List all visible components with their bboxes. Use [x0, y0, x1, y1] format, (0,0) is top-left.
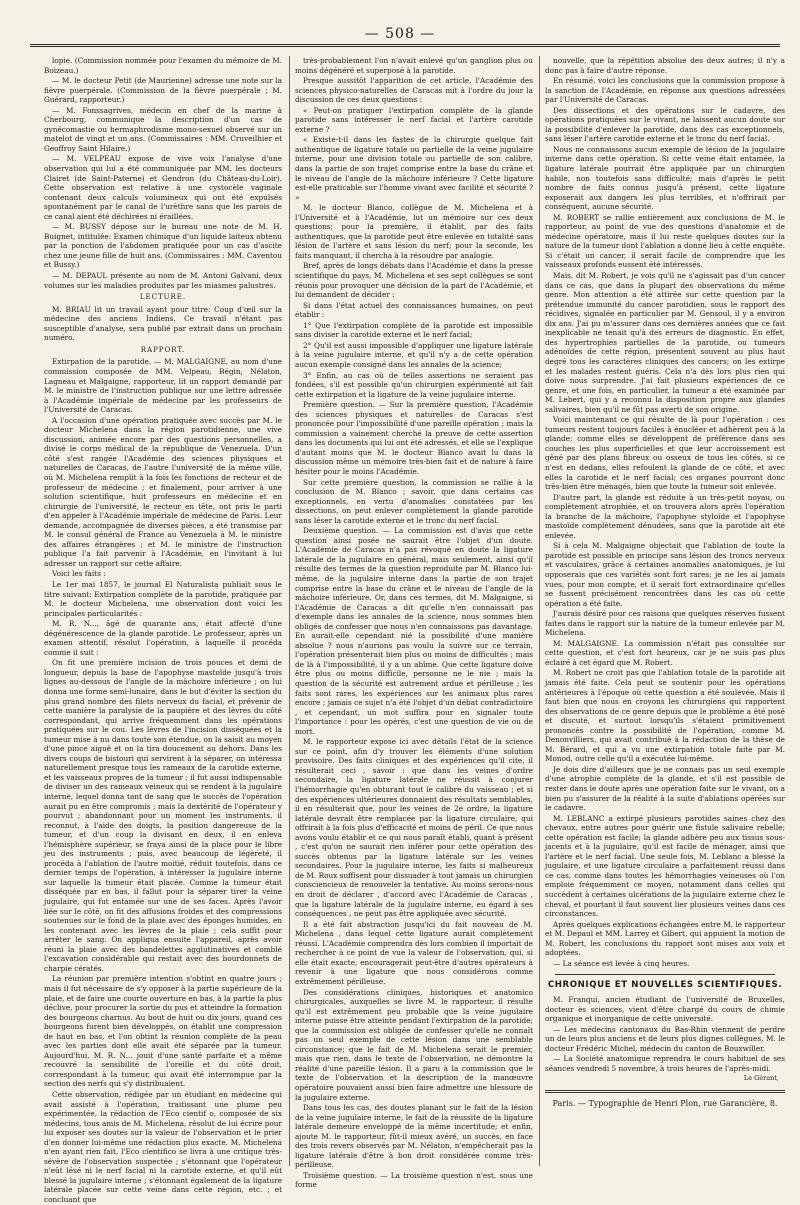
paragraph: Extirpation de la parotide. — M. MALGAIGNE, au nom d'une commission composée de MM. Velpeau, Bégin, Nélaton, Lagneau et Malgaigne, rapporteur, lit un rapport demandé par M. le ministre de l'instruction publique sur une lettre adressée à l'Académie impériale de médecine par les professeurs de l'Université de Caracas. — [44, 357, 282, 415]
paragraph: M. le rapporteur expose ici avec détails l'état de la science sur ce point, afin d'y trouver les éléments d'une solution provisoire. Des faits cliniques et des expériences qu'il cite, il résulterait ceci , savoir : que dans les veines d'ordre secondaire, la ligature latérale ne réussit à conjurer l'hémorrhagie qu'en obturant tout le calibre du vaisseau ; et si des expériences ultérieures donnaient des résultats semblables, il en résulterait que, pour les veines de 2e ordre, la ligature latérale devrait être remplacée par la ligature circulaire, qui offrirait à la fois plus d'efficacité et moins de péril. Ce que nous avons voulu établir et ce qui nous paraît établi, quant à présent , c'est qu'on ne saurait rien inférer pour cette opération des succès obtenus par la ligature latérale sur les veines secondaires. Pour la jugulaire interne, les faits si malheureux de M. Roux suffisent pour dissuader à tout jamais un chirurgien consciencieux de renouveler la tentative. Au moins serons-nous en droit de déclarer , d'accord avec l'Académie de Caracas , que la ligature latérale de la jugulaire interne, eu égard à ses conséquences , ne peut pas être appliquée avec sécurité. — [295, 737, 533, 919]
paragraph: Mais, dit M. Robert, je vois qu'il ne s'agissait pas d'un cancer dans ce cas, que dans la plupart des observations du même genre. Mon attention a été attirée sur cette question par la prétendue immunité du cancer parotidien, sous le rapport des récidives, signalée en particulier par M. Gensoul, il y a environ dix ans. J'ai pu m'assurer dans ces dernières années que ce fait inexplicable ne tenait qu'à des erreurs de diagnostic. En effet, des hypertrophies partielles de la parotide, ou tumeurs adénoïdes de cette région, présentent souvent au plus haut degré tous les caractères cliniques des cancers; on les extirpe et les malades restent guéris. Cela n'a dès lors plus rien qui doive nous surprendre. J'ai fait plusieurs expériences de ce genre, et une fois, en particulier, la tumeur a été examinée par M. Lebert, qui y a reconnu la disposition propre aux glandes salivaires, bien qu'il ne fût pas averti de son origine. — [545, 271, 785, 414]
paragraph: — M. VELPEAU expose de vive voix l'analyse d'une observation qui lui a été communiquée par MM. les docteurs Clairet (de Saint-Paterne) et Gendron (du Château-du-Loir). Cette observation est relative à une cystocèle vaginale contenant deux calculs volumineux qui ont été expulsés spontanément par le canal de l'urèthre sans que les parois de ce canal aient été déchirées ni éraillées. — [44, 154, 282, 221]
printer-imprint: Paris. — Typographie de Henri Plon, rue Garancière, 8. — [552, 1098, 778, 1108]
paragraph: En résumé, voici les conclusions que la commission propose à la sanction de l'Académie, en réponse aux questions adressées par l'Université de Caracas. — [545, 76, 785, 105]
paragraph: La réunion par première intention s'obtint en quatre jours ; mais il fut nécessaire de s'y opposer à la partie supérieure de la plaie, et de faire une courte ouverture en bas, à la partie la plus déclive, pour procurer la sortie du pus et atteindre la formation des bourgeons charnus. Au bout de huit ou dix jours, quand ces bourgeons furent bien développés, on établit une compression de haut en bas, et l'on obtint la réunion complète de la peau avec les parties dont elle avait été séparée par la tumeur. Aujourd'hui, M. R. N... jouit d'une santé parfaite et a même recouvré la sensibilité de l'oreille et du côté droit, correspondant à la tumeur, qui avait été interrompue par la section des nerfs qui s'y distribuaient. — [44, 974, 282, 1089]
paragraph: On fit une première incision de trois pouces et demi de longueur, depuis la base de l'apophyse mastoïde jusqu'à trois lignes au-dessous de l'angle de la mâchoire inférieure ; on lui donna une forme semi-lunaire, dans le but d'éviter la section du plus grand nombre des filets nerveux du facial, et prévenir de cette manière la paralysie de la paupière et des lèvres du côté correspondant, qui arrive fréquemment dans les opérations pratiquées sur le cou. Les lèvres de l'incision disséquées et la tumeur mise à nu dans toute son étendue, on la saisit au moyen d'une pince aiguë et on la tira doucement au dehors. Dans les divers coups de bistouri qui servirent à la séparer, on intéressa naturellement presque tous les rameaux de la carotide externe, et les vaisseaux propres de la tumeur ; il fut aussi indispensable de diviser un des rameaux veineux qui se rendent à la jugulaire interne, lequel donna tant de sang que le succès de l'opération aurait pu en être compromis ; mais la dextérité de l'opérateur y pourvut ; abandonnant pour un moment les instruments, il reconnut, à l'aide des doigts, la position dangereuse de la tumeur, et d'un coup la divisant en deux, il en enleva l'hémisphère supérieur, se fraya ainsi de la place pour le libre jeu des instruments ; puis, avec beaucoup de légèreté, il procéda à l'ablation de l'autre moitié, réduit toutefois, dans ce dernier temps de l'opération, à intéresser la jugulaire interne sur laquelle la tumeur était placée. Comme la tumeur était disséquée par en bas, il fallut pour la séparer tirer la veine jugulaire, qui fut entamée sur une de ses faces. Après l'avoir liée sur le côté, on fit des affusions froides et des compressions soutenues sur le fond de la plaie avec des éponges humides, en les contenant avec les lèvres de la plaie ; cela suffit pour arrêter le sang. On appliqua ensuite l'appareil, après avoir réuni la plaie avec des bandelettes agglutinatives et comblé l'excavation considérable qui restait avec des bourdonnets de charpie cératés. — [44, 658, 282, 973]
paragraph: — La Société anatomique reprendra le cours habituel de ses séances vendredi 5 novembre, à trois heures de l'après-midi. — [545, 1054, 785, 1073]
section-heading-lecture: LECTURE. — [139, 293, 187, 302]
paragraph: Dans tous les cas, des doutes planant sur le fait de la lésion de la veine jugulaire interne, le fait de la réussite de la ligature latérale demeure enveloppé de la même incertitude; et enfin, ajoute M. le rapporteur, fût-il mieux avéré, un succès, en face des trois revers observés par M. Nélaton, n'empêcherait pas la ligature latérale d'être à bon droit considérée comme très-périlleuse. — [295, 1103, 533, 1170]
paragraph: — M. Fonssagrives, médecin en chef de la marine à Cherbourg, communique la description d'un cas de gynécomastie ou hermaphrodisme mono-sexuel observé sur un matelot de vingt et un ans. (Commissaires : MM. Cruveilhier et Geoffroy Saint Hilaire.) — [44, 105, 282, 153]
section-separator — [555, 974, 775, 975]
paragraph: M. ROBERT se rallie entièrement aux conclusions de M. le rapporteur, au point de vue des questions d'anatomie et de médecine opératoire, mais il lui reste quelques doutes sur la nature de la tumeur dont l'ablation a donné lieu à cette enquête. Si c'était un cancer, il serait facile de comprendre que les vaisseaux profonds eussent été intéressés. — [545, 212, 785, 270]
paragraph: Première question. — Sur la première question, l'Académie des sciences physiques et naturelles de Caracas s'est prononcée pour l'impossibilité d'une pareille opération ; mais la commission a vainement cherché la preuve de cette assertion dans les documents qui lui ont été adressés, et elle se l'explique d'autant moins que M. le docteur Blanco avait lu dans la discussion même un mémoire très-bien fait et de nature à faire hésiter pour le moins l'Académie. — [295, 400, 533, 476]
paragraph: Voici les faits : — [52, 569, 106, 579]
paragraph: M. Franqui, ancien étudiant de l'université de Bruxelles, docteur ès sciences, vient d'être chargé du cours de chimie organique et inorganique de cette université. — [545, 994, 785, 1024]
paragraph: Après quelques explications échangées entre M. le rapporteur et M. Depaul et MM. Larrey et Gibert, qui appuient la motion de M. Robert, les conclusions du rapport sont mises aux voix et adoptées. — [545, 919, 785, 958]
paragraph: M. BRIAU lit un travail ayant pour titre: Coup d'œil sur la médecine des anciens Indiens. Ce travail n'étant pas susceptible d'analyse, sera publié par extrait dans un prochain numéro. — [44, 304, 282, 343]
paragraph: J'aurais désiré pour ces raisons que quelques réserves fussent faites dans le rapport sur la nature de la tumeur enlevée par M. Michelena. — [545, 609, 785, 638]
paragraph: Des dissections et des opérations sur le cadavre, des opérations pratiquées sur le vivant, ne laissent aucun doute sur la possibilité d'enlever la parotide, dans des cas exceptionnels, sans léser l'artère carotide externe et le tronc du nerf facial. — [545, 105, 785, 144]
column-divider — [539, 56, 540, 1166]
paragraph: Si à cela M. Malgaigne objectait que l'ablation de toute la parotide est possible en principe sans lésion des troncs nerveux et vasculaires, grâce à certaines anomalies anatomiques, je lui opposerais que ces variétés sont fort rares; je ne les ai jamais vues, pour mon compte, et il serait fort extraordinaire qu'elles se fussent précisément rencontrées dans les cas où cette opération a été faite. — [545, 541, 785, 608]
paragraph: Je dois dire d'ailleurs que je ne connais pas un seul exemple d'une atrophie complète de la glande, et s'il est possible de rester dans le doute après une opération faite sur le vivant, on a bien pu s'assurer de la réalité à la suite d'ablations opérées sur le cadavre. — [545, 764, 785, 813]
paragraph: 2° Qu'il est aussi impossible d'appliquer une ligature latérale à la veine jugulaire interne, et qu'il n'y a de cette opération aucun exemple consigné dans les annales de la science; — [295, 340, 533, 369]
paragraph: 3° Enfin, au cas où de telles assertions ne seraient pas fondées, s'il est possible qu'un chirurgien expérimenté ait fait cette extirpation et la ligature de la veine jugulaire interne. — [295, 370, 533, 399]
section-heading-rapport: RAPPORT. — [140, 345, 186, 354]
column-2 — [295, 56, 533, 1190]
paragraph: Bref, après de longs débats dans l'Académie et dans la presse scientifique du pays, M. Michelena et ses sept collègues se sont réunis pour provoquer une décision de la part de l'Académie, et lui demandent de décider : — [295, 261, 533, 300]
paragraph: M. LEBLANC a extirpé plusieurs parotides saines chez des chevaux, entre autres pour guérir une fistule salivaire rebelle; cette opération est facile; la glande adhère peu aux tissus sous-jacents et à la jugulaire, qu'il est facile de ménager, ainsi que l'artère et le nerf facial. Une seule fois, M. Leblanc a blessé la jugulaire, et une ligature circulaire a parfaitement réussi dans ce cas, comme dans toutes les hémorrhagies veineuses où l'on emploie fréquemment ce moyen, notamment dans celles qui succèdent à certaines ulcérations de la jugulaire externe chez le cheval, et pourtant il faut souvent lier plusieurs veines dans ces circonstances. — [545, 813, 785, 919]
paragraph: — La séance est levée à cinq heures. — [553, 958, 690, 968]
paragraph: très-probablement l'on n'avait enlevé qu'un ganglion plus ou moins dégénéré et superposé à la parotide. — [295, 56, 533, 75]
paragraph: Presque aussitôt l'apparition de cet article, l'Académie des sciences physico-naturelles de Caracas mit à l'ordre du jour la discussion de ces deux questions : — [295, 76, 533, 105]
paragraph: Nous ne connaissons aucun exemple de lésion de la jugulaire interne dans cette opération. Si cette veine était entamée, la ligature latérale pourrait être appliquée par un chirurgien habile, non toutefois sans difficulté; mais d'après le petit nombre de faits connus jusqu'à présent, cette ligature exposerait aux dangers les plus terribles, et n'offrirait par conséquent, aucune sécurité. — [545, 144, 785, 212]
paragraph: Le 1er mai 1857, le journal El Naturalista publiait sous le titre suivant: Extirpation complète de la parotide, pratiquée par M. le docteur Michelena, une observation dont voici les principales particularités : — [44, 579, 282, 618]
paragraph: — M. le docteur Petit (de Maurienne) adresse une note sur la fièvre puerpérale. (Commission de la fièvre puerpérale ; M. Guérard, rapporteur.) — [44, 76, 282, 105]
paragraph: Deuxième question. — La commission est d'avis que cette question ainsi posée ne saurait être l'objet d'un doute. L'Académie de Caracas n'a pas révoqué en doute la ligature latérale de la jugulaire en général, mais seulement, ainsi qu'il résulte des termes de la question reproduite par M. Blanco lui-même, de la jugulaire interne dans la partie de son trajet comprise entre la base du crâne et le niveau de l'angle de la mâchoire inférieure. Or, dans ces termes, dit M. Malgaigne, si l'Académie de Caracas a dit qu'elle n'en connaissait pas d'exemple dans les annales de la science, nous sommes bien obligés de confesser que nous n'en connaissons pas davantage. En aurait-elle cependant nié la possibilité d'une manière absolue ? nous n'aurions pas voulu la suivre sur ce terrain, l'opération présenterait bien plus ou moins de difficultés ; mais de là à l'impossibilité, il y a un abîme. Que cette ligature doive être plus ou moins difficile, personne ne le nie ; mais la question de la sécurité est autrement ardue et périlleuse ; les faits sont rares, les expériences sur les animaux plus rares encore ; jamais ce sujet n'a été l'objet d'un débat contradictoire , et cependant, un mot suffira pour en signaler toute l'importance : pour les opérés, c'est une question de vie ou de mort. — [295, 526, 533, 736]
column-1 — [44, 56, 282, 1204]
paragraph: « Existe-t-il dans les fastes de la chirurgie quelque fait authentique de ligature totale ou partielle de la veine jugulaire interne, pour une division totale ou partielle de son calibre, dans la partie de son trajet comprise entre la base du crâne et le niveau de l'angle de la mâchoire inférieure ? Cette ligature est-elle praticable sur l'homme vivant avec facilité et sécurité ? » — [295, 135, 533, 202]
header-rule — [30, 44, 780, 47]
paragraph: nouvelle, que la répétition absolue des deux autres; il n'y a donc pas à faire d'autre réponse. — [545, 56, 785, 75]
column-3 — [545, 56, 785, 1171]
paragraph: « Peut-on pratiquer l'extirpation complète de la glande parotide sans intéresser le nerf facial et l'artère carotide externe ? — [295, 105, 533, 134]
gerant-signature: Le Gérant, — [743, 1074, 779, 1083]
paragraph: — M. BUSSY dépose sur le bureau une note de M. H. Buignet, intitulée: Examen chimique d'un liquide laiteux obtenu par la ponction de l'abdomen pratiquée pour un cas d'ascite chez une jeune fille de huit ans. (Commissaires : MM. Caventou et Bussy.) — [44, 222, 282, 270]
paragraph: — M. DEPAUL présente au nom de M. Antoni Galvani, deux volumes sur les maladies produites par les miasmes palustres. — [44, 271, 282, 290]
paragraph: Il a été fait abstraction jusqu'ici du fait nouveau de M. Michelena , dans lequel cette ligature aurait complètement réussi. L'Académie comprendra dès lors combien il importait de rechercher à ce point de vue la valeur de l'observation, qui, si elle était exacte, encouragerait peut-être d'autres opérateurs à revenir à une ligature que nous considérons comme extrêmement périlleuse. — [295, 919, 533, 986]
paragraph: M. MALGAIGNE. La commission n'était pas consultée sur cette question, et c'est fort heureux, car je ne suis pas plus éclairé à cet égard que M. Robert. — [545, 638, 785, 667]
paragraph: Troisième question. — La troisième question n'est, sous une forme — [295, 1170, 533, 1190]
column-divider — [289, 56, 290, 1166]
paragraph: A l'occasion d'une opération pratiquée avec succès par M. le docteur Michelena dans la région parotidienne, une vive discussion, animée encore par des questions personnelles, a divisé le corps médical de la république de Venezuela. D'un côté s'est rangée l'Académie des sciences physiques et naturelles de Caracas, de l'autre l'université de la même ville, où M. Michelena remplit à la fois les fonctions de recteur et de professeur de médecine ; et finalement, pour arriver à une solution scientifique, huit professeurs en médecine et en chirurgie de l'université, le recteur en tête, ont pris le parti d'en appeler à l'Académie impériale de médecine de Paris. Leur demande, accompagnée de diverses pièces, a été transmise par M. le consul général de France au Venezuela à M. le ministre des affaires étrangères ; et M. le ministre de l'instruction publique l'a fait parvenir à l'Académie, en l'invitant à lui adresser un rapport sur cette affaire. — [44, 415, 282, 568]
paragraph: — Les médecins cantonaux du Bas-Rhin viennent de perdre un de leurs plus anciens et de leurs plus dignes collègues, M. le docteur Frédéric Michel, médecin du canton de Bouxwiller. — [545, 1024, 785, 1053]
paragraph: M. R. N..., âgé de quarante ans, était affecté d'une dégénérescence de la glande parotide. Le professeur, après un examen attentif, résolut l'opération, à laquelle il procéda comme il suit : — [44, 619, 282, 657]
news-section-title: CHRONIQUE ET NOUVELLES SCIENTIFIQUES. — [547, 980, 783, 991]
paragraph: Des considérations cliniques, historiques et anatomico chirurgicales, auxquelles se livre M. le rapporteur, il résulte qu'il est extrêmement peu probable que la veine jugulaire interne puisse être atteinte pendant l'extirpation de la parotide; que la commission est obligée de confesser qu'elle ne connaît pas un seul exemple de cette lésion dans une semblable circonstance; que le fait de M. Michelena serait le premier, mais que rien, dans le texte de l'observation, ne démontre la réalité d'une pareille lésion. Il a paru à la commission que le texte de l'observation et la description de la manœuvre opératoire pouvaient aussi bien faire admettre une blessure de la jugulaire externe. — [295, 987, 533, 1102]
paragraph: D'autre part, la glande est réduite à un très-petit noyau, ou complètement atrophiée, et on trouvera alors après l'opération la branche de la mâchoire, l'apophyse styloïde et l'apophyse mastoïde complètement dénudées, sans que la parotide ait été enlevée. — [545, 492, 785, 540]
paragraph: Sur cette première question, la commission se rallie à la conclusion de M. Blanco ; savoir, que dans certains cas exceptionnels, en vertu d'anomalies constatées par les dissections, on peut enlever complètement la glande parotide sans léser la carotide externe et le tronc du nerf facial. — [295, 477, 533, 525]
paragraph: M. le docteur Blanco, collègue de M. Michelena et à l'Université et à l'Académie, lut un mémoire sur ces deux questions; pour la première, il établit, par des faits authentiques, que la parotide peut être enlevée en totalité sans lésion de l'artère et sans lésion du nerf; pour la seconde, les faits manquant, il chercha à la résoudre par analogie. — [295, 203, 533, 260]
paragraph: Voici maintenant ce qui résulte de là pour l'opération : ces tumeurs restent toujours faciles à énucléer et adhèrent peu à la glande; comme elles se développent de préférence dans ses couches les plus superficielles et que leur accroissement est gêné par des plans fibreux ou osseux de tous les côtés, si ce n'est en dedans, elles refoulent la glande de ce côté, et avec elles la carotide et le nerf facial; ces organes pourront donc très-bien être ménagés, bien que toute la tumeur soit enlevée. — [545, 415, 785, 492]
paragraph: 1° Que l'extirpation complète de la parotide est impossible sans diviser la carotide externe et le nerf facial; — [295, 320, 533, 340]
footer-rule — [545, 1090, 785, 1093]
page-number: — 508 — — [364, 26, 436, 42]
paragraph: lopie. (Commission nommée pour l'examen du mémoire de M. Boizeau.) — [44, 56, 282, 75]
paragraph: Cette observation, rédigée par un étudiant en médecine qui avait assisté à l'opération, traitissant une plume peu expérimentée, la rédaction de l'Eco cientif o, composée de six médecins, tous amis de M. Michelena, résolut de lui écrire pour lui exposer ses doutes sur la valeur de l'observation et le prier d'en donner lui-même une rédaction plus exacte. M. Michelena n'en ayant rien fait, l'Eco cientifico se livra à une critique très-sévère de l'observation suspectée ; s'étonnant que l'opérateur n'eût lésé ni le nerf facial ni la carotide externe, et qu'il eût blessé la jugulaire interne ; s'étonnant également de la ligature latérale placée sur cette veine dans cette région, etc. ; et concluant que — [44, 1089, 282, 1204]
paragraph: Si dans l'état actuel des connaissances humaines, on peut établir : — [295, 300, 533, 320]
paragraph: M. Robert ne croit pas que l'ablation totale de la parotide ait jamais été faite. Cela peut se soutenir pour les opérations antérieures à l'époque où cette question a été soulevée. Mais il faut bien que nous en croyons les chirurgiens qui rapportent des observations de ce genre depuis que le problème a été posé et discuté, et surtout lorsqu'ils s'étaient primitivement prononcés contre la possibilité de l'opération, comme M. Denonvilliers, qui avait contribué à la rédaction de la thèse de M. Bérard, et qui a vu une extirpation totale faite par M. Monod, outre celle qu'il a exécutée lui-même. — [545, 668, 785, 764]
